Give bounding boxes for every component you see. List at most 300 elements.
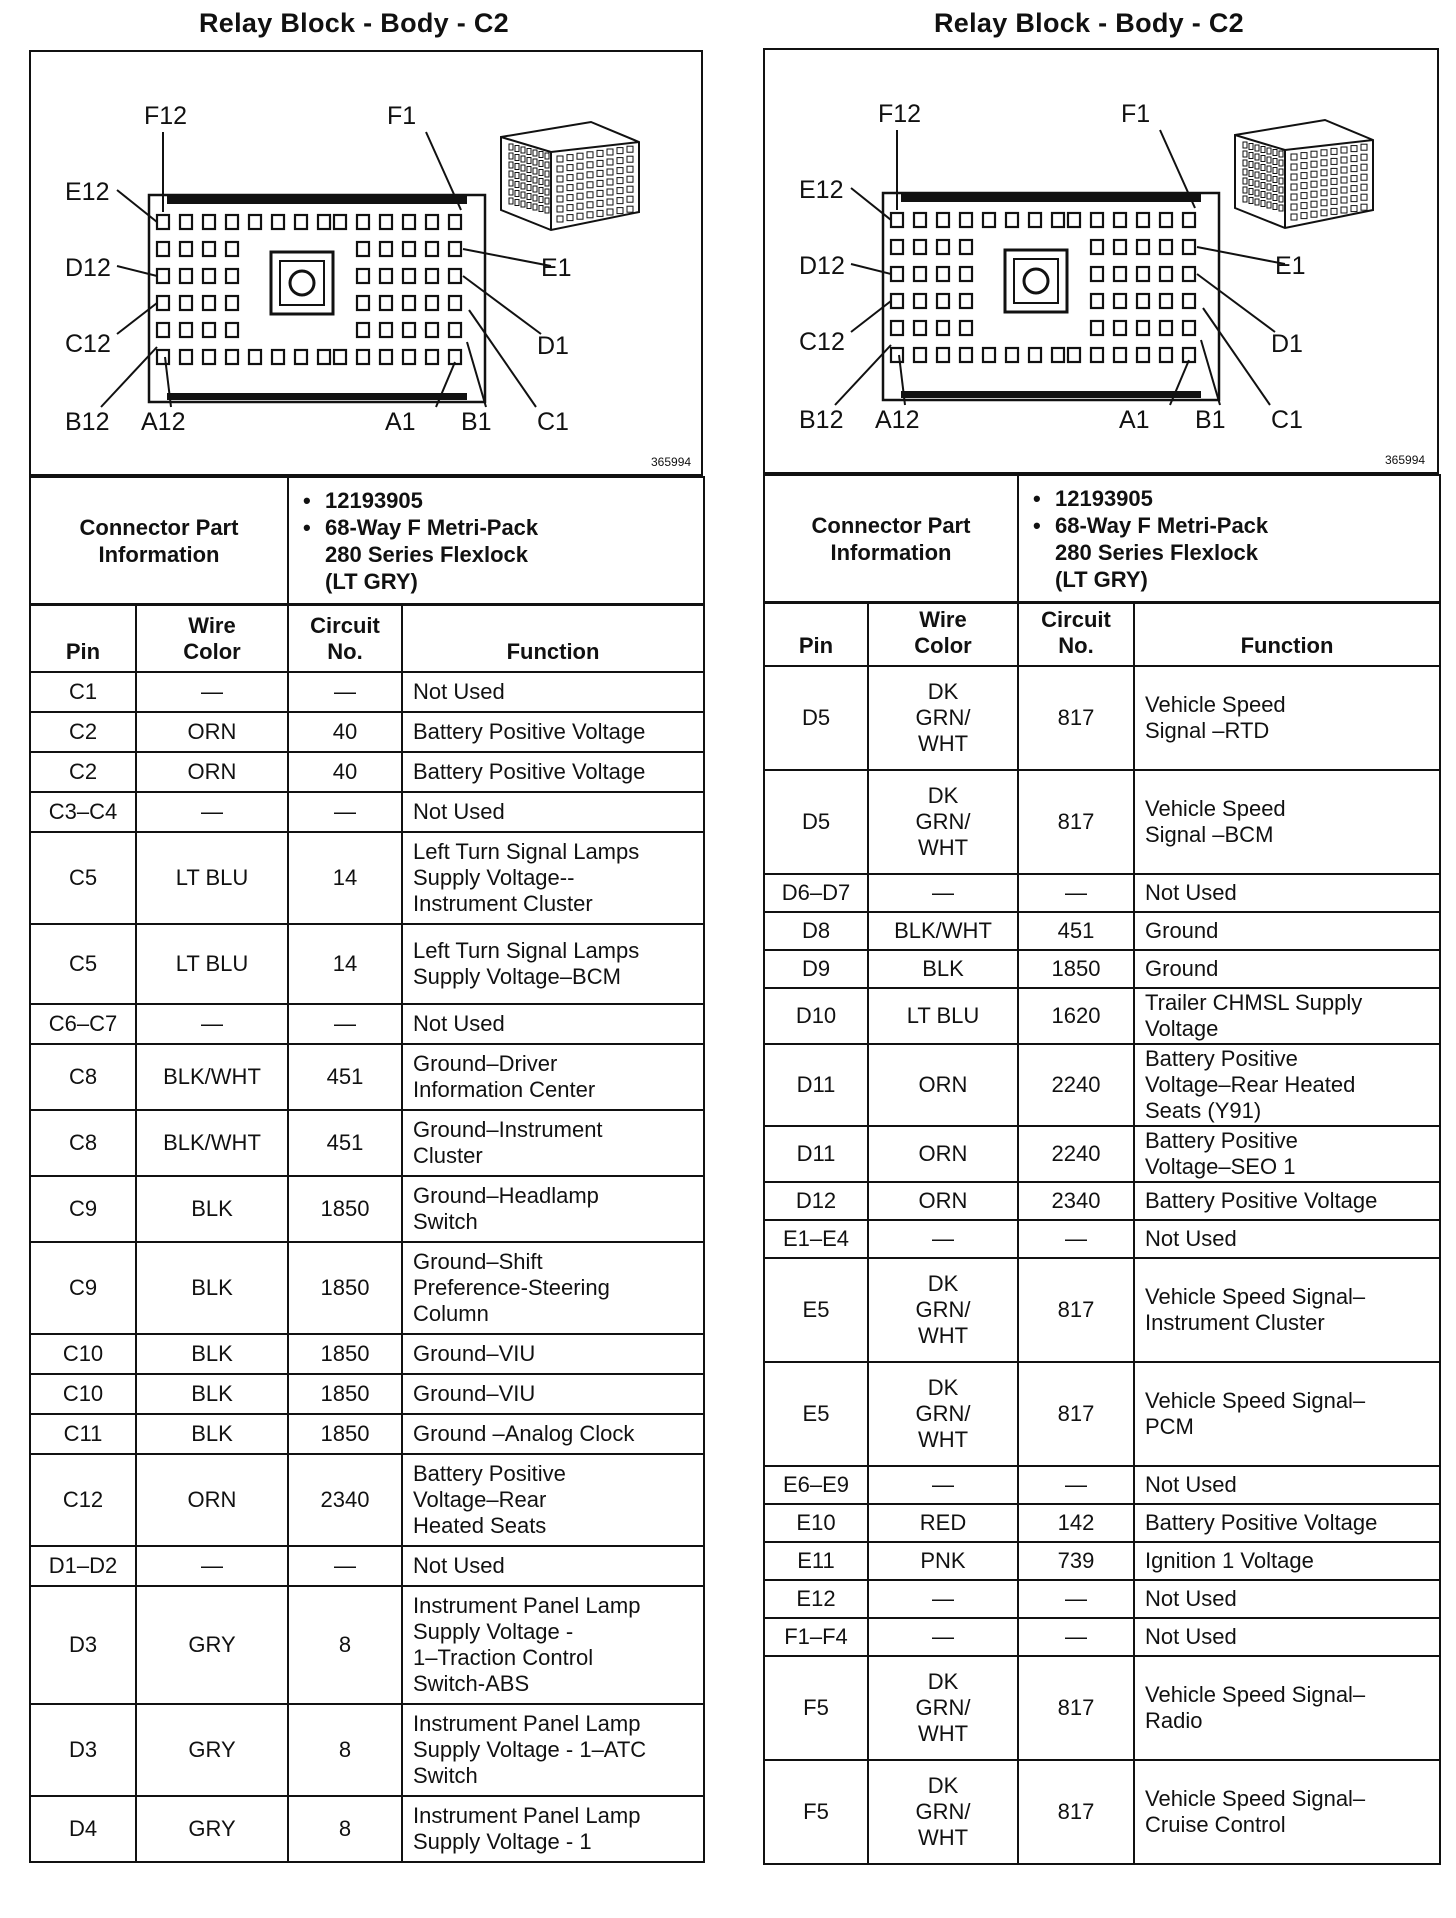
mini-cavity	[533, 168, 537, 174]
wire-color-cell: ORN	[868, 1182, 1018, 1220]
pin-table-header	[30, 604, 704, 672]
pin-cavity	[295, 215, 307, 229]
leader-line	[1197, 247, 1285, 264]
mini-cavity	[1331, 178, 1337, 184]
mini-cavity	[527, 185, 531, 191]
table-row	[30, 672, 704, 712]
pin-cavity	[1091, 294, 1103, 308]
table-row	[764, 1126, 1440, 1182]
pin-cavity	[249, 350, 261, 364]
mini-cavity	[587, 182, 593, 188]
pin-cavity	[426, 323, 438, 337]
pin-cavity	[449, 242, 461, 256]
pin-table-header	[764, 602, 1440, 666]
pin-cavity	[180, 296, 192, 310]
pin-cavity	[960, 294, 972, 308]
pin-cavity	[1137, 240, 1149, 254]
mini-cavity	[1273, 150, 1277, 156]
pin-label-e12: E12	[65, 178, 110, 206]
mini-cavity	[1267, 175, 1271, 181]
mini-cavity	[527, 167, 531, 173]
mini-cavity	[1255, 154, 1259, 160]
table-row	[764, 1656, 1440, 1760]
mini-cavity	[1361, 144, 1367, 150]
pin-cavity	[1160, 348, 1172, 362]
mini-cavity	[617, 188, 623, 194]
function-cell: Left Turn Signal Lamps Supply Voltage-- Instrument Cluster	[402, 832, 704, 924]
table-row	[764, 950, 1440, 988]
pin-label-c12: C12	[65, 330, 111, 358]
mini-cavity	[1321, 210, 1327, 216]
mini-cavity	[607, 199, 613, 205]
pin-cavity	[380, 215, 392, 229]
pin-cell: C1	[30, 672, 136, 712]
wire-color-cell: DK GRN/ WHT	[868, 1258, 1018, 1362]
mini-cavity	[1331, 148, 1337, 154]
connector-info-label-line2: Information	[98, 542, 220, 567]
pin-cell: C2	[30, 712, 136, 752]
pin-cell: D1–D2	[30, 1546, 136, 1586]
pin-cavity	[203, 323, 215, 337]
mini-cavity	[515, 200, 519, 206]
table-row	[30, 1414, 704, 1454]
circuit-cell: 8	[288, 1704, 402, 1796]
header-wire-color: Wire Color	[868, 602, 1018, 666]
table-row	[30, 832, 704, 924]
pin-cavity	[960, 213, 972, 227]
wire-color-cell: GRY	[136, 1586, 288, 1704]
pin-cavity	[272, 350, 284, 364]
mini-cavity	[533, 186, 537, 192]
pin-cavity	[426, 350, 438, 364]
mini-cavity	[1341, 207, 1347, 213]
wire-color-cell: DK GRN/ WHT	[868, 770, 1018, 874]
pin-cavity	[937, 294, 949, 308]
pin-label-f12: F12	[878, 100, 922, 128]
pin-cavity	[1183, 213, 1195, 227]
pin-cavity	[914, 240, 926, 254]
pin-cavity	[449, 323, 461, 337]
pin-cavity	[914, 348, 926, 362]
mini-cavity	[627, 196, 633, 202]
pin-cavity	[426, 215, 438, 229]
pin-label-b12: B12	[65, 408, 110, 436]
mini-cavity	[1279, 160, 1283, 166]
pin-label-e1: E1	[1275, 252, 1306, 280]
mini-cavity	[597, 210, 603, 216]
pin-cavity	[180, 242, 192, 256]
mini-cavity	[577, 193, 583, 199]
pin-cavity	[1114, 267, 1126, 281]
pin-cell: C9	[30, 1176, 136, 1242]
pin-cavity	[1160, 267, 1172, 281]
leader-line	[851, 301, 891, 332]
mini-cavity	[1331, 208, 1337, 214]
mini-cavity	[1341, 157, 1347, 163]
connector-description-line2: 280 Series Flexlock	[325, 542, 529, 567]
pin-label-e12: E12	[799, 176, 844, 204]
mini-cavity	[1249, 171, 1253, 177]
pin-cavity	[1068, 348, 1080, 362]
mini-cavity	[539, 161, 543, 167]
mini-cavity	[533, 177, 537, 183]
wire-color-cell: —	[868, 1220, 1018, 1258]
mini-cavity	[1331, 168, 1337, 174]
connector-drawing	[765, 50, 1441, 476]
circuit-cell: 142	[1018, 1504, 1134, 1542]
pin-cell: D12	[764, 1182, 868, 1220]
pin-cavity	[249, 215, 261, 229]
pin-cell: E1–E4	[764, 1220, 868, 1258]
pin-cavity	[203, 269, 215, 283]
pin-cavity	[891, 213, 903, 227]
pin-cell: C8	[30, 1044, 136, 1110]
pin-cavity	[449, 350, 461, 364]
pin-cell: D8	[764, 912, 868, 950]
function-cell: Vehicle Speed Signal– Instrument Cluster	[1134, 1258, 1440, 1362]
pin-cell: C11	[30, 1414, 136, 1454]
mini-cavity	[1273, 159, 1277, 165]
pin-cavity	[180, 323, 192, 337]
circuit-cell: 817	[1018, 1656, 1134, 1760]
header-circuit-no: Circuit No.	[1018, 602, 1134, 666]
circuit-cell: 14	[288, 832, 402, 924]
mini-cavity	[597, 170, 603, 176]
table-row	[30, 1176, 704, 1242]
mini-cavity	[545, 189, 549, 195]
wire-color-cell: PNK	[868, 1542, 1018, 1580]
mini-cavity	[627, 186, 633, 192]
mini-cavity	[1321, 180, 1327, 186]
pin-cavity	[426, 242, 438, 256]
pin-cell: D11	[764, 1126, 868, 1182]
pin-cavity	[1114, 240, 1126, 254]
mini-cavity	[545, 180, 549, 186]
mini-cavity	[521, 174, 525, 180]
mini-cavity	[1243, 169, 1247, 175]
circuit-cell: —	[1018, 1618, 1134, 1656]
pin-cavity	[1091, 213, 1103, 227]
circuit-cell: —	[288, 1004, 402, 1044]
mini-cavity	[509, 198, 513, 204]
mini-cavity	[1311, 171, 1317, 177]
mini-cavity	[1351, 176, 1357, 182]
function-cell: Not Used	[1134, 1220, 1440, 1258]
function-cell: Ground–VIU	[402, 1334, 704, 1374]
function-cell: Ground –Analog Clock	[402, 1414, 704, 1454]
mini-cavity	[509, 189, 513, 195]
mini-cavity	[1249, 189, 1253, 195]
mini-cavity	[1279, 205, 1283, 211]
mini-cavity	[1351, 146, 1357, 152]
connector-top-rail	[901, 193, 1201, 202]
table-row	[30, 924, 704, 1004]
circuit-cell: 40	[288, 752, 402, 792]
leader-line	[1203, 308, 1270, 405]
mini-cavity	[567, 185, 573, 191]
circuit-cell: 1850	[288, 1334, 402, 1374]
pin-cavity	[226, 323, 238, 337]
wire-color-cell: ORN	[136, 712, 288, 752]
mini-cavity	[1261, 192, 1265, 198]
circuit-cell: 8	[288, 1796, 402, 1862]
mini-cavity	[527, 149, 531, 155]
circuit-cell: 14	[288, 924, 402, 1004]
pin-cavity	[318, 215, 330, 229]
illustration-number: 365994	[1385, 453, 1426, 467]
mini-cavity	[1321, 160, 1327, 166]
pin-cavity	[891, 321, 903, 335]
pin-cell: E10	[764, 1504, 868, 1542]
pin-cell: F5	[764, 1760, 868, 1864]
function-cell: Ground–Headlamp Switch	[402, 1176, 704, 1242]
mini-cavity	[1273, 168, 1277, 174]
mini-cavity	[1249, 198, 1253, 204]
pin-cavity	[180, 269, 192, 283]
mini-cavity	[1341, 147, 1347, 153]
pin-cell: D6–D7	[764, 874, 868, 912]
pin-cavity	[1137, 348, 1149, 362]
mini-cavity	[567, 165, 573, 171]
pin-cell: D5	[764, 770, 868, 874]
pin-label-b12: B12	[799, 406, 844, 434]
side-view-cavities	[509, 144, 633, 222]
mini-cavity	[627, 146, 633, 152]
function-cell: Left Turn Signal Lamps Supply Voltage–BCM	[402, 924, 704, 1004]
wire-color-cell: ORN	[868, 1044, 1018, 1126]
leader-line	[463, 249, 551, 266]
pin-label-e1: E1	[541, 254, 572, 282]
mini-cavity	[1361, 204, 1367, 210]
pin-cavity	[891, 240, 903, 254]
table-row	[30, 1586, 704, 1704]
mini-cavity	[1321, 200, 1327, 206]
function-cell: Battery Positive Voltage–Rear Heated Seats	[402, 1454, 704, 1546]
illustration-number: 365994	[651, 455, 692, 469]
function-cell: Instrument Panel Lamp Supply Voltage - 1–Traction Control Switch-ABS	[402, 1586, 704, 1704]
pin-cavity	[914, 321, 926, 335]
pin-cavity	[157, 323, 169, 337]
mini-cavity	[521, 192, 525, 198]
pin-label-a12: A12	[875, 406, 920, 434]
mini-cavity	[515, 164, 519, 170]
header-function: Function	[402, 604, 704, 672]
table-row	[764, 666, 1440, 770]
mini-cavity	[545, 153, 549, 159]
mini-cavity	[1331, 188, 1337, 194]
mini-cavity	[1331, 198, 1337, 204]
table-row	[30, 1546, 704, 1586]
function-cell: Battery Positive Voltage	[1134, 1182, 1440, 1220]
pin-cavity	[403, 296, 415, 310]
mini-cavity	[1243, 196, 1247, 202]
pin-cavity	[1183, 240, 1195, 254]
connector-info-label	[30, 477, 288, 605]
mini-cavity	[1279, 169, 1283, 175]
function-cell: Battery Positive Voltage	[402, 752, 704, 792]
pin-cavity	[937, 321, 949, 335]
table-row	[30, 1796, 704, 1862]
mini-cavity	[557, 176, 563, 182]
circuit-cell: 739	[1018, 1542, 1134, 1580]
connector-info-details: • 12193905 • 68-Way F Metri-Pack 280 Series Flexlock (LT GRY)	[1018, 475, 1440, 603]
pin-label-a1: A1	[1119, 406, 1150, 434]
function-cell: Battery Positive Voltage–Rear Heated Seats (Y91)	[1134, 1044, 1440, 1126]
wire-color-cell: ORN	[136, 752, 288, 792]
mini-cavity	[597, 150, 603, 156]
wire-color-cell: —	[868, 1466, 1018, 1504]
pin-cavity	[203, 215, 215, 229]
mini-cavity	[515, 146, 519, 152]
pin-cavity	[403, 323, 415, 337]
table-row	[764, 1504, 1440, 1542]
pin-cell: E12	[764, 1580, 868, 1618]
pin-cavity	[1029, 348, 1041, 362]
mini-cavity	[509, 171, 513, 177]
pin-cell: D10	[764, 988, 868, 1044]
pin-cell: D9	[764, 950, 868, 988]
pin-cavity	[914, 294, 926, 308]
leader-line	[1201, 340, 1220, 405]
circuit-cell: 2340	[1018, 1182, 1134, 1220]
wire-color-cell: —	[136, 1546, 288, 1586]
mini-cavity	[587, 192, 593, 198]
mini-cavity	[509, 144, 513, 150]
table-row	[764, 1760, 1440, 1864]
mini-cavity	[1273, 195, 1277, 201]
mini-cavity	[1301, 173, 1307, 179]
mini-cavity	[1301, 193, 1307, 199]
circuit-cell: —	[1018, 1220, 1134, 1258]
circuit-cell: 8	[288, 1586, 402, 1704]
function-cell: Instrument Panel Lamp Supply Voltage - 1	[402, 1796, 704, 1862]
wire-color-cell: DK GRN/ WHT	[868, 1362, 1018, 1466]
mini-cavity	[607, 179, 613, 185]
pin-cavity	[891, 267, 903, 281]
mini-cavity	[545, 207, 549, 213]
pin-label-b1: B1	[461, 408, 492, 436]
function-cell: Ground–VIU	[402, 1374, 704, 1414]
part-number: 12193905	[325, 488, 423, 513]
pin-cavity	[1091, 348, 1103, 362]
mini-cavity	[557, 216, 563, 222]
pin-cavity	[937, 213, 949, 227]
mini-cavity	[1351, 166, 1357, 172]
mini-cavity	[1301, 203, 1307, 209]
leader-line	[851, 264, 891, 274]
header-pin: Pin	[764, 602, 868, 666]
pin-cavity	[357, 350, 369, 364]
mini-cavity	[527, 203, 531, 209]
wire-color-cell: BLK/WHT	[868, 912, 1018, 950]
mini-cavity	[627, 166, 633, 172]
circuit-cell: 2240	[1018, 1044, 1134, 1126]
table-row	[764, 874, 1440, 912]
mini-cavity	[1311, 191, 1317, 197]
function-cell: Not Used	[1134, 1580, 1440, 1618]
mini-cavity	[1255, 145, 1259, 151]
mini-cavity	[1301, 183, 1307, 189]
function-cell: Vehicle Speed Signal– Radio	[1134, 1656, 1440, 1760]
pin-table	[763, 601, 1441, 1865]
pin-cell: C10	[30, 1334, 136, 1374]
header-function: Function	[1134, 602, 1440, 666]
pin-cavity	[1137, 321, 1149, 335]
connector-description-line1: 68-Way F Metri-Pack	[1055, 513, 1269, 538]
wire-color-cell: —	[868, 1618, 1018, 1656]
mini-cavity	[557, 206, 563, 212]
mini-cavity	[587, 172, 593, 178]
table-row	[764, 1362, 1440, 1466]
connector-info-table	[29, 476, 705, 606]
mini-cavity	[1361, 194, 1367, 200]
mini-cavity	[1279, 187, 1283, 193]
circuit-cell: —	[1018, 874, 1134, 912]
pin-cavity	[1006, 213, 1018, 227]
circuit-cell: —	[1018, 1580, 1134, 1618]
pin-cavity	[1160, 213, 1172, 227]
mini-cavity	[1351, 196, 1357, 202]
mini-cavity	[545, 171, 549, 177]
mini-cavity	[1273, 204, 1277, 210]
mini-cavity	[587, 162, 593, 168]
mini-cavity	[1261, 201, 1265, 207]
mini-cavity	[1249, 180, 1253, 186]
circuit-cell: 2240	[1018, 1126, 1134, 1182]
mini-cavity	[1273, 177, 1277, 183]
mini-cavity	[1261, 174, 1265, 180]
pin-cell: D3	[30, 1586, 136, 1704]
pin-cavity	[380, 296, 392, 310]
pin-cavity	[357, 323, 369, 337]
mini-cavity	[521, 183, 525, 189]
mini-cavity	[539, 188, 543, 194]
pin-cavity	[1114, 321, 1126, 335]
pin-cell: E11	[764, 1542, 868, 1580]
mini-cavity	[1243, 151, 1247, 157]
mini-cavity	[587, 152, 593, 158]
wire-color-cell: LT BLU	[136, 924, 288, 1004]
mini-cavity	[587, 202, 593, 208]
mini-cavity	[617, 208, 623, 214]
table-row	[764, 1044, 1440, 1126]
leader-line	[1170, 360, 1189, 405]
mini-cavity	[557, 156, 563, 162]
function-cell: Battery Positive Voltage–SEO 1	[1134, 1126, 1440, 1182]
pin-label-f1: F1	[387, 102, 417, 130]
wire-color-cell: GRY	[136, 1704, 288, 1796]
pin-cell: D3	[30, 1704, 136, 1796]
pin-cell: C6–C7	[30, 1004, 136, 1044]
mini-cavity	[509, 180, 513, 186]
pin-cavity	[449, 215, 461, 229]
wire-color-cell: DK GRN/ WHT	[868, 1760, 1018, 1864]
mini-cavity	[597, 180, 603, 186]
mini-cavity	[521, 156, 525, 162]
function-cell: Trailer CHMSL Supply Voltage	[1134, 988, 1440, 1044]
wire-color-cell: DK GRN/ WHT	[868, 1656, 1018, 1760]
connector-info-details: • 12193905 • 68-Way F Metri-Pack 280 Series Flexlock (LT GRY)	[288, 477, 704, 605]
mini-cavity	[577, 183, 583, 189]
mini-cavity	[587, 212, 593, 218]
pin-cell: D5	[764, 666, 868, 770]
connector-info-label-line2: Information	[830, 540, 952, 565]
pin-cell: F5	[764, 1656, 868, 1760]
circuit-cell: —	[288, 1546, 402, 1586]
pin-cavity	[1160, 294, 1172, 308]
pin-label-d1: D1	[537, 332, 569, 360]
pin-cavity	[937, 267, 949, 281]
